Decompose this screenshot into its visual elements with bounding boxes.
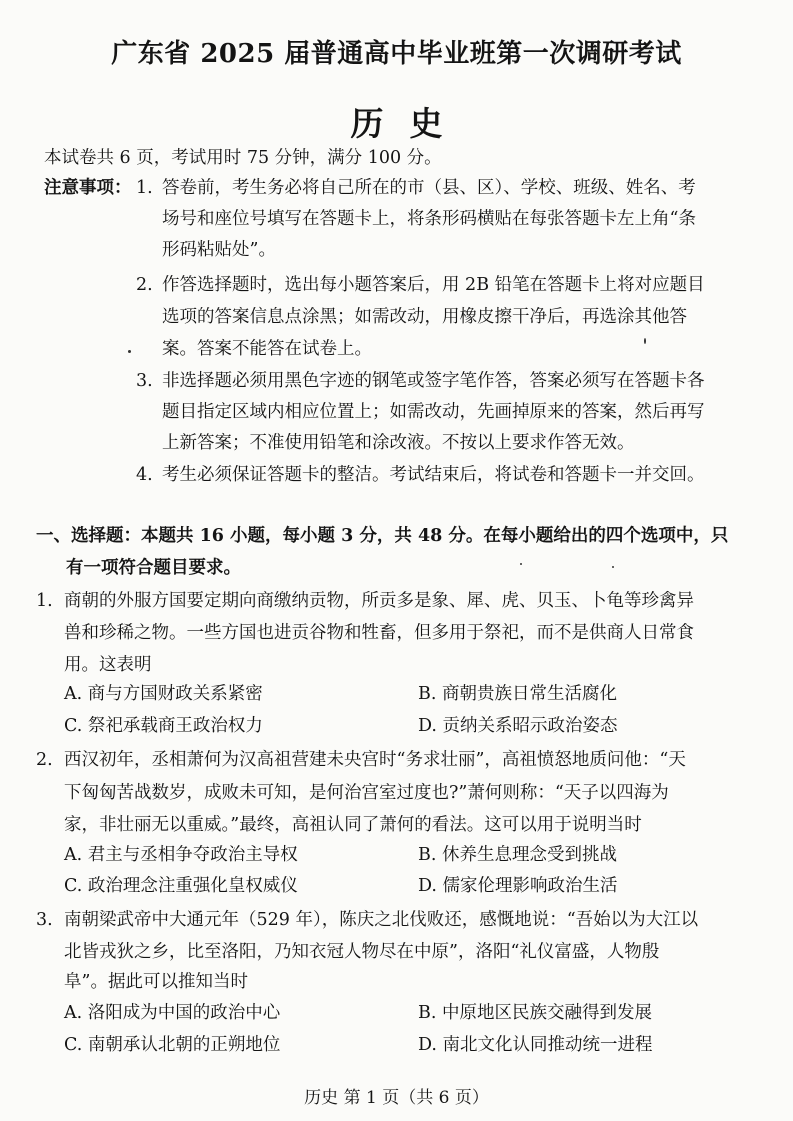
notice-item-num: 2. (136, 275, 153, 295)
question-text: 西汉初年，丞相萧何为汉高祖营建未央宫时“务求壮丽”，高祖愤怒地质问他：“天 (64, 750, 686, 770)
question-number: 3. (36, 910, 53, 930)
question-number: 1. (36, 591, 53, 611)
question-text: 南朝梁武帝中大通元年（529 年），陈庆之北伐败还，感慨地说：“吾始以为大江以 (64, 910, 699, 930)
option-c: C. 南朝承认北朝的正朔地位 (64, 1035, 281, 1055)
notice-item-num: 1. (136, 178, 153, 198)
notice-item-text: 选项的答案信息点涂黑；如需改动，用橡皮擦干净后，再选涂其他答 (162, 307, 687, 327)
notice-item-text: 非选择题必须用黑色字迹的钢笔或签字笔作答，答案必须写在答题卡各 (162, 371, 705, 391)
page-footer: 历史 第 1 页（共 6 页） (304, 1088, 489, 1108)
scan-speck (520, 563, 522, 565)
subject-title: 历史 (350, 104, 469, 143)
option-b: B. 商朝贵族日常生活腐化 (418, 684, 617, 704)
section-heading: 有一项符合题目要求。 (66, 558, 241, 578)
notice-item-text: 题目指定区域内相应位置上；如需改动，先画掉原来的答案，然后再写 (162, 402, 705, 422)
notice-item-text: 考生必须保证答题卡的整洁。考试结束后，将试卷和答题卡一并交回。 (162, 465, 705, 485)
exam-intro: 本试卷共 6 页，考试用时 75 分钟，满分 100 分。 (44, 148, 442, 168)
question-text: 商朝的外服方国要定期向商缴纳贡物，所贡多是象、犀、虎、贝玉、卜龟等珍禽异 (64, 591, 694, 611)
notice-item-text: 案。答案不能答在试卷上。 (162, 339, 372, 359)
option-a: A. 君主与丞相争夺政治主导权 (64, 845, 298, 865)
section-heading: 一、选择题：本题共 16 小题，每小题 3 分，共 48 分。在每小题给出的四个选项中，只 (36, 526, 729, 546)
notice-item-num: 3. (136, 371, 153, 391)
option-b: B. 休养生息理念受到挑战 (418, 845, 617, 865)
option-b: B. 中原地区民族交融得到发展 (418, 1003, 652, 1023)
question-text: 阜”。据此可以推知当时 (64, 972, 248, 992)
option-d: D. 儒家伦理影响政治生活 (418, 876, 618, 896)
option-a: A. 洛阳成为中国的政治中心 (64, 1003, 281, 1023)
exam-title: 广东省 2025 届普通高中毕业班第一次调研考试 (111, 39, 682, 69)
question-text: 用。这表明 (64, 655, 152, 675)
option-d: D. 南北文化认同推动统一进程 (418, 1035, 653, 1055)
question-number: 2. (36, 750, 53, 770)
question-text: 家，非壮丽无以重威。”最终，高祖认同了萧何的看法。这可以用于说明当时 (64, 815, 642, 835)
scan-speck (612, 566, 614, 568)
question-text: 北皆戎狄之乡，比至洛阳，乃知衣冠人物尽在中原”，洛阳“礼仪富盛，人物殷 (64, 942, 660, 962)
option-c: C. 政治理念注重强化皇权威仪 (64, 876, 298, 896)
option-a: A. 商与方国财政关系紧密 (64, 684, 263, 704)
scan-speck (644, 338, 646, 344)
notice-label: 注意事项： (44, 178, 132, 198)
notice-item-text: 场号和座位号填写在答题卡上，将条形码横贴在每张答题卡左上角“条 (162, 209, 696, 229)
option-c: C. 祭祀承载商王政治权力 (64, 716, 263, 736)
question-text: 下匈匈苦战数岁，成败未可知，是何治宫室过度也?”萧何则称：“天子以四海为 (64, 783, 669, 803)
notice-item-text: 作答选择题时，选出每小题答案后，用 2B 铅笔在答题卡上将对应题目 (162, 275, 705, 295)
notice-item-text: 上新答案；不准使用铅笔和涂改液。不按以上要求作答无效。 (162, 433, 635, 453)
option-d: D. 贡纳关系昭示政治姿态 (418, 716, 618, 736)
notice-item-text: 答卷前，考生务必将自己所在的市（县、区）、学校、班级、姓名、考 (162, 178, 696, 198)
notice-item-num: 4. (136, 465, 153, 485)
question-text: 兽和珍稀之物。一些方国也进贡谷物和牲畜，但多用于祭祀，而不是供商人日常食 (64, 623, 694, 643)
notice-item-text: 形码粘贴处”。 (162, 240, 276, 260)
scan-speck (128, 350, 131, 353)
